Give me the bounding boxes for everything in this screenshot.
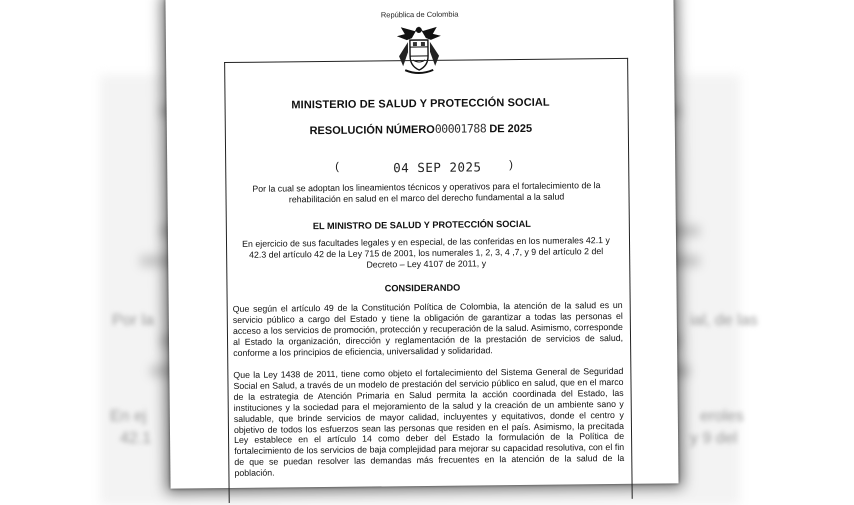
resolution-label: RESOLUCIÓN NÚMERO: [309, 124, 434, 137]
considering-paragraph: Que la Ley 1438 de 2011, tiene como objeto el fortalecimiento del Sistema General de Seguridad Social en Salud, a través de un modelo de prestación del servicio público en salud, que en el marco de la estrategia de Atención Primaria en Salud permita la acción coordinada del Estado, las instituciones y la sociedad para el mejoramiento de la salud y la creación de un ambiente sano y saludable, que brinde servicios de mayor calidad, incluyentes y equitativos, donde el centro y objetivo de todos los esfuerzos sean las personas que residen en el país. Asimismo, la precitada Ley establece en el artículo 14 como deber del Estado la formulación de la Política de fortalecimiento de los servicios de baja complejidad para mejorar su capacidad resolutiva, con el fin de que se puedan resolver las demandas más frecuentes en la atención de la salud de la población.: [233, 366, 624, 479]
resolution-date-line: [335, 159, 535, 177]
country-header: República de Colombia: [166, 7, 674, 21]
resolution-document-page: [165, 0, 678, 489]
considering-paragraph: Que según el artículo 49 de la Constitución Política de Colombia, la atención de la salud es un servicio público a cargo del Estado y tiene la obligación de garantizar a todas las personas el acceso a los servicios de promoción, protección y recuperación de la salud. Asimismo, corresponde al Estado la organización, dirección y reglamentación de la prestación de servicios de salud, conforme a los principios de eficiencia, universalidad y solidaridad.: [233, 300, 624, 359]
resolution-date: 04 SEP 2025: [393, 159, 481, 175]
date-paren-close: ): [509, 159, 513, 171]
background-text-fragment: En ej: [110, 408, 146, 426]
resolution-purpose: Por la cual se adoptan los lineamientos técnicos y operativos para el fortalecimiento de la rehabilitación en salud en el marco del derecho fundamental a la salud: [245, 180, 607, 206]
background-text-fragment: y 9 del: [690, 430, 737, 448]
resolution-number: 00001788: [435, 121, 487, 136]
resolution-year: DE 2025: [489, 123, 532, 135]
minister-heading: EL MINISTRO DE SALUD Y PROTECCIÓN SOCIAL: [168, 217, 676, 232]
background-text-fragment: Por la: [112, 312, 154, 330]
ministry-title: MINISTERIO DE SALUD Y PROTECCIÓN SOCIAL: [167, 95, 675, 112]
background-text-fragment: 42.1: [120, 430, 151, 448]
considering-heading: CONSIDERANDO: [168, 280, 676, 295]
date-paren-open: (: [335, 161, 339, 173]
background-text-fragment: ial, de las: [690, 312, 758, 330]
legal-powers-paragraph: En ejercicio de sus facultades legales y en especial, de las conferidas en los numerales 42.1 y 42.3 del artículo 42 de la Ley 715 de 2001, los numerales 1, 2, 3, 4 ,7, y 9 del artículo 2 del Decreto – Ley 4107 de 2011, y: [240, 235, 612, 272]
background-text-fragment: eroles: [700, 408, 744, 426]
